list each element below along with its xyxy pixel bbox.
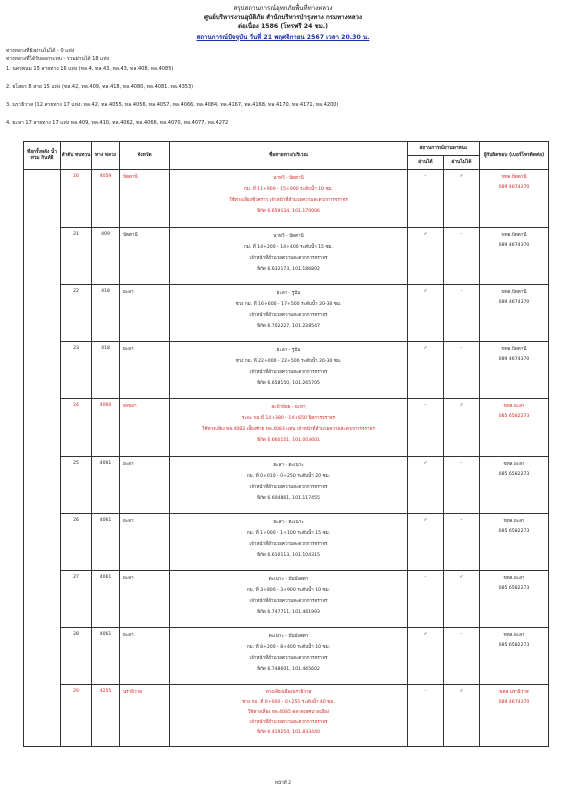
row-location: ยะลา - ตะเนาะ กม. ที่ 0+010 - 0+250 ระดับน้ำ 20 ซม. เจ้าหน้าที่อำนวยความสะดวกการจราจร พิกัด 6.604861, 101.117455: [170, 457, 408, 514]
row-pass: ✓: [408, 457, 444, 514]
row-nopass: -: [444, 457, 480, 514]
row-no: 27: [61, 571, 92, 628]
row-no: 22: [61, 285, 92, 342]
row-location: สะบ้าย้อย - ยะหา ระยะ กม.ที่ 14+380 - 14+650 ปิดการจราจร ใช้ทางเลี่ยง ทล.4082 เลี้ยงซ้าย ทล.4083 แทน เจ้าหน้าที่อำนวยความสะดวกการจราจร พิกัด 6.660151, 101.003601: [170, 399, 408, 457]
row-nopass: -: [444, 228, 480, 285]
col-header-status: สถานการณ์ยานพาหนะ: [408, 142, 480, 156]
row-contact: ขทล.ยะลา 085 6582273: [480, 457, 549, 514]
header-line-1: สรุปสถานการณ์อุทกภัยพื้นที่ทางหลวง: [233, 5, 333, 12]
row-nopass: -: [444, 285, 480, 342]
table-row: [24, 228, 549, 285]
col-header-district: ที่ยกรั้งหลัง น้ำท่วม กินท์ยี: [24, 142, 61, 170]
summary-item-2: 2. ยโสธร 8 สาย 15 แห่ง (ทล.42, ทล.409, ทล.418, ทล.4080, ทล.4081, ทล.4353): [6, 84, 194, 90]
header-line-4: สถานการณ์ปัจจุบัน วันที่ 21 พฤศจิกายน 2567 เวลา 20.30 น.: [196, 34, 370, 41]
col-header-contact: ผู้รับผิดชอบ (เบอร์โทรติดต่อ): [480, 142, 549, 170]
row-province: ยะลา: [120, 457, 170, 514]
row-no: 29: [61, 685, 92, 747]
row-contact: ขทล.นราธิวาส 089 4674370: [480, 685, 549, 747]
row-route: 4061: [92, 514, 120, 571]
table-row: [24, 514, 549, 571]
row-route: 4061: [92, 571, 120, 628]
row-nopass: -: [444, 342, 480, 399]
row-province: ยะลา: [120, 285, 170, 342]
col-header-route: ทาง หลวง: [92, 142, 120, 170]
row-no: 21: [61, 228, 92, 285]
row-province: ยะลา: [120, 514, 170, 571]
row-route: 4255: [92, 685, 120, 747]
row-contact: ขทล.ปัตตานี 089 4674370: [480, 285, 549, 342]
col-header-no: ลำดับ ทบทวน: [61, 142, 92, 170]
row-province: สงขลา: [120, 399, 170, 457]
summary-item-1: 1. นครพนม 15 สายทาง 16 แห่ง (ทล.4, ทล.43, ทล.43, ทล.408, ทล.4085): [6, 66, 174, 72]
row-contact: ขทล.ปัตตานี 089 4674370: [480, 228, 549, 285]
row-no: 26: [61, 514, 92, 571]
row-pass: -: [408, 399, 444, 457]
row-no: 24: [61, 399, 92, 457]
row-contact: ขทล.ปัตตานี 089 4674370: [480, 170, 549, 228]
summary-item-4: 4. ยะลา 17 สายทาง 17 แห่ง ทล.409, ทล.410, ทล.4062, ทล.4066, ทล.4070, ทล.4077, ทล.4272: [6, 120, 229, 126]
table-row: [24, 399, 549, 457]
table-row: [24, 685, 549, 747]
row-pass: -: [408, 170, 444, 228]
row-province: ยะลา: [120, 342, 170, 399]
table-row: [24, 571, 549, 628]
table-row: [24, 285, 549, 342]
row-nopass: ✓: [444, 571, 480, 628]
row-location: ตะเนาะ - บันนังสตา กม. ที่ 8+200 - 8+400 ระดับน้ำ 10 ซม. เจ้าหน้าที่อำนวยความสะดวกการจราจร พิกัด 6.748601, 101.465602: [170, 628, 408, 685]
row-contact: ขทล.ยะลา 085 6582273: [480, 399, 549, 457]
row-route: 418: [92, 342, 120, 399]
flood-status-table: [23, 141, 549, 747]
table-row: [24, 170, 549, 228]
row-province: ยะลา: [120, 571, 170, 628]
summary-item-3: 3. นราธิวาส (12 สายทาง 17 แห่ง: ทล.42, ทล.4055, ทล.4056, ทล.4057, ทล.4066, ทล.4084, ทล.4167, ทล.4168, ทล.4170, ทล.4171, ทล.4200): [6, 102, 339, 108]
row-province: ยะลา: [120, 628, 170, 685]
col-header-location: ชื่อสายทาง/บริเวณ: [170, 142, 408, 170]
row-no: 20: [61, 170, 92, 228]
col-header-pass: ผ่านได้: [408, 156, 444, 170]
header-line-3: ต่อเนื่อง 1586 (โทรฟรี 24 ชม.): [238, 23, 328, 30]
col-header-nopass: ผ่านไม่ได้: [444, 156, 480, 170]
row-contact: ขทล.ปัตตานี 089 4674370: [480, 342, 549, 399]
row-contact: ขทล.ยะลา 085 6582273: [480, 514, 549, 571]
row-nopass: -: [444, 514, 480, 571]
row-location: ยะลา - ตะเนาะ กม. ที่ 1+000 - 1+100 ระดับน้ำ 15 ซม. เจ้าหน้าที่อำนวยความสะดวกการจราจร พิกัด 6.610113, 101.104315: [170, 514, 408, 571]
row-route: 409: [92, 228, 120, 285]
row-location: ตะเนาะ - บันนังสตา กม. ที่ 3+800 - 3+900 ระดับน้ำ 10 ซม. เจ้าหน้าที่อำนวยความสะดวกการจราจร พิกัด 6.747711, 101.461993: [170, 571, 408, 628]
row-route: 4060: [92, 399, 120, 457]
row-location: ยะลา - รูปัน ช่วง กม. ที่ 16+600 - 17+500 ระดับน้ำ 20-30 ซม. เจ้าหน้าที่อำนวยความสะดวกการจราจร พิกัด 6.702227, 101.228547: [170, 285, 408, 342]
row-location: ทางเลี่ยงเมืองนราธิวาส ช่วง กม. ที่ 0+000 - 0+251 ระดับน้ำ 40 ซม. ใช้ทางเลี่ยง ทล.4085 ตลาดเทศบาลเมือง เจ้าหน้าที่อำนวยความสะดวกการจราจร พิกัด 6.419254, 101.833440: [170, 685, 408, 747]
row-pass: ✓: [408, 628, 444, 685]
row-route: 418: [92, 285, 120, 342]
row-no: 28: [61, 628, 92, 685]
row-contact: ขทล.ยะลา 085 6582273: [480, 571, 549, 628]
row-pass: ✓: [408, 228, 444, 285]
header-line-2: ศูนย์บริหารงานอุบัติภัย สำนักบริหารบำรุงทาง กรมทางหลวง: [203, 14, 363, 21]
table-row: [24, 342, 549, 399]
district-cell: [24, 170, 61, 747]
row-location: นาทวี - ปัตตานี กม. ที่ 11+900 - 15+900 ระดับน้ำ 10 ซม. ใช้ทางเลี่ยงชั่วคราว เจ้าหน้าที่อำนวยความสะดวกการจราจร พิกัด 6.659134, 101.170006: [170, 170, 408, 228]
row-contact: ขทล.ยะลา 085 6582273: [480, 628, 549, 685]
row-province: ปัตตานี: [120, 228, 170, 285]
row-pass: ✓: [408, 342, 444, 399]
row-no: 23: [61, 342, 92, 399]
row-nopass: -: [444, 628, 480, 685]
row-location: นาทวี - ปัตตานี กม. ที่ 14+200 - 14+400 ระดับน้ำ 15 ซม. เจ้าหน้าที่อำนวยความสะดวกการจราจร พิกัด 6.632173, 101.186802: [170, 228, 408, 285]
row-nopass: ✓: [444, 399, 480, 457]
row-province: นราธิวาส: [120, 685, 170, 747]
page-number: หน้าที่ 2: [274, 781, 292, 786]
col-header-province: จังหวัด: [120, 142, 170, 170]
row-pass: ✓: [408, 285, 444, 342]
row-pass: -: [408, 571, 444, 628]
row-nopass: ✓: [444, 170, 480, 228]
summary-line-1: ทางหลวงที่ยังผ่านไม่ได้ - 0 แห่ง: [6, 48, 75, 54]
row-no: 25: [61, 457, 92, 514]
table-row: [24, 628, 549, 685]
row-route: 4061: [92, 628, 120, 685]
row-province: ปัตตานี: [120, 170, 170, 228]
table-row: [24, 457, 549, 514]
row-location: ยะลา - รูปัน ช่วง กม. ที่ 22+000 - 22+500 ระดับน้ำ 20-30 ซม. เจ้าหน้าที่อำนวยความสะดวกการจราจร พิกัด 6.658150, 101.265705: [170, 342, 408, 399]
row-pass: ✓: [408, 514, 444, 571]
row-route: 4059: [92, 170, 120, 228]
summary-line-2: ทางหลวงที่ได้รับผลกระทบ - รวมผ่านได้ 18 แห่ง: [6, 56, 110, 62]
row-pass: -: [408, 685, 444, 747]
row-nopass: ✓: [444, 685, 480, 747]
row-route: 4061: [92, 457, 120, 514]
